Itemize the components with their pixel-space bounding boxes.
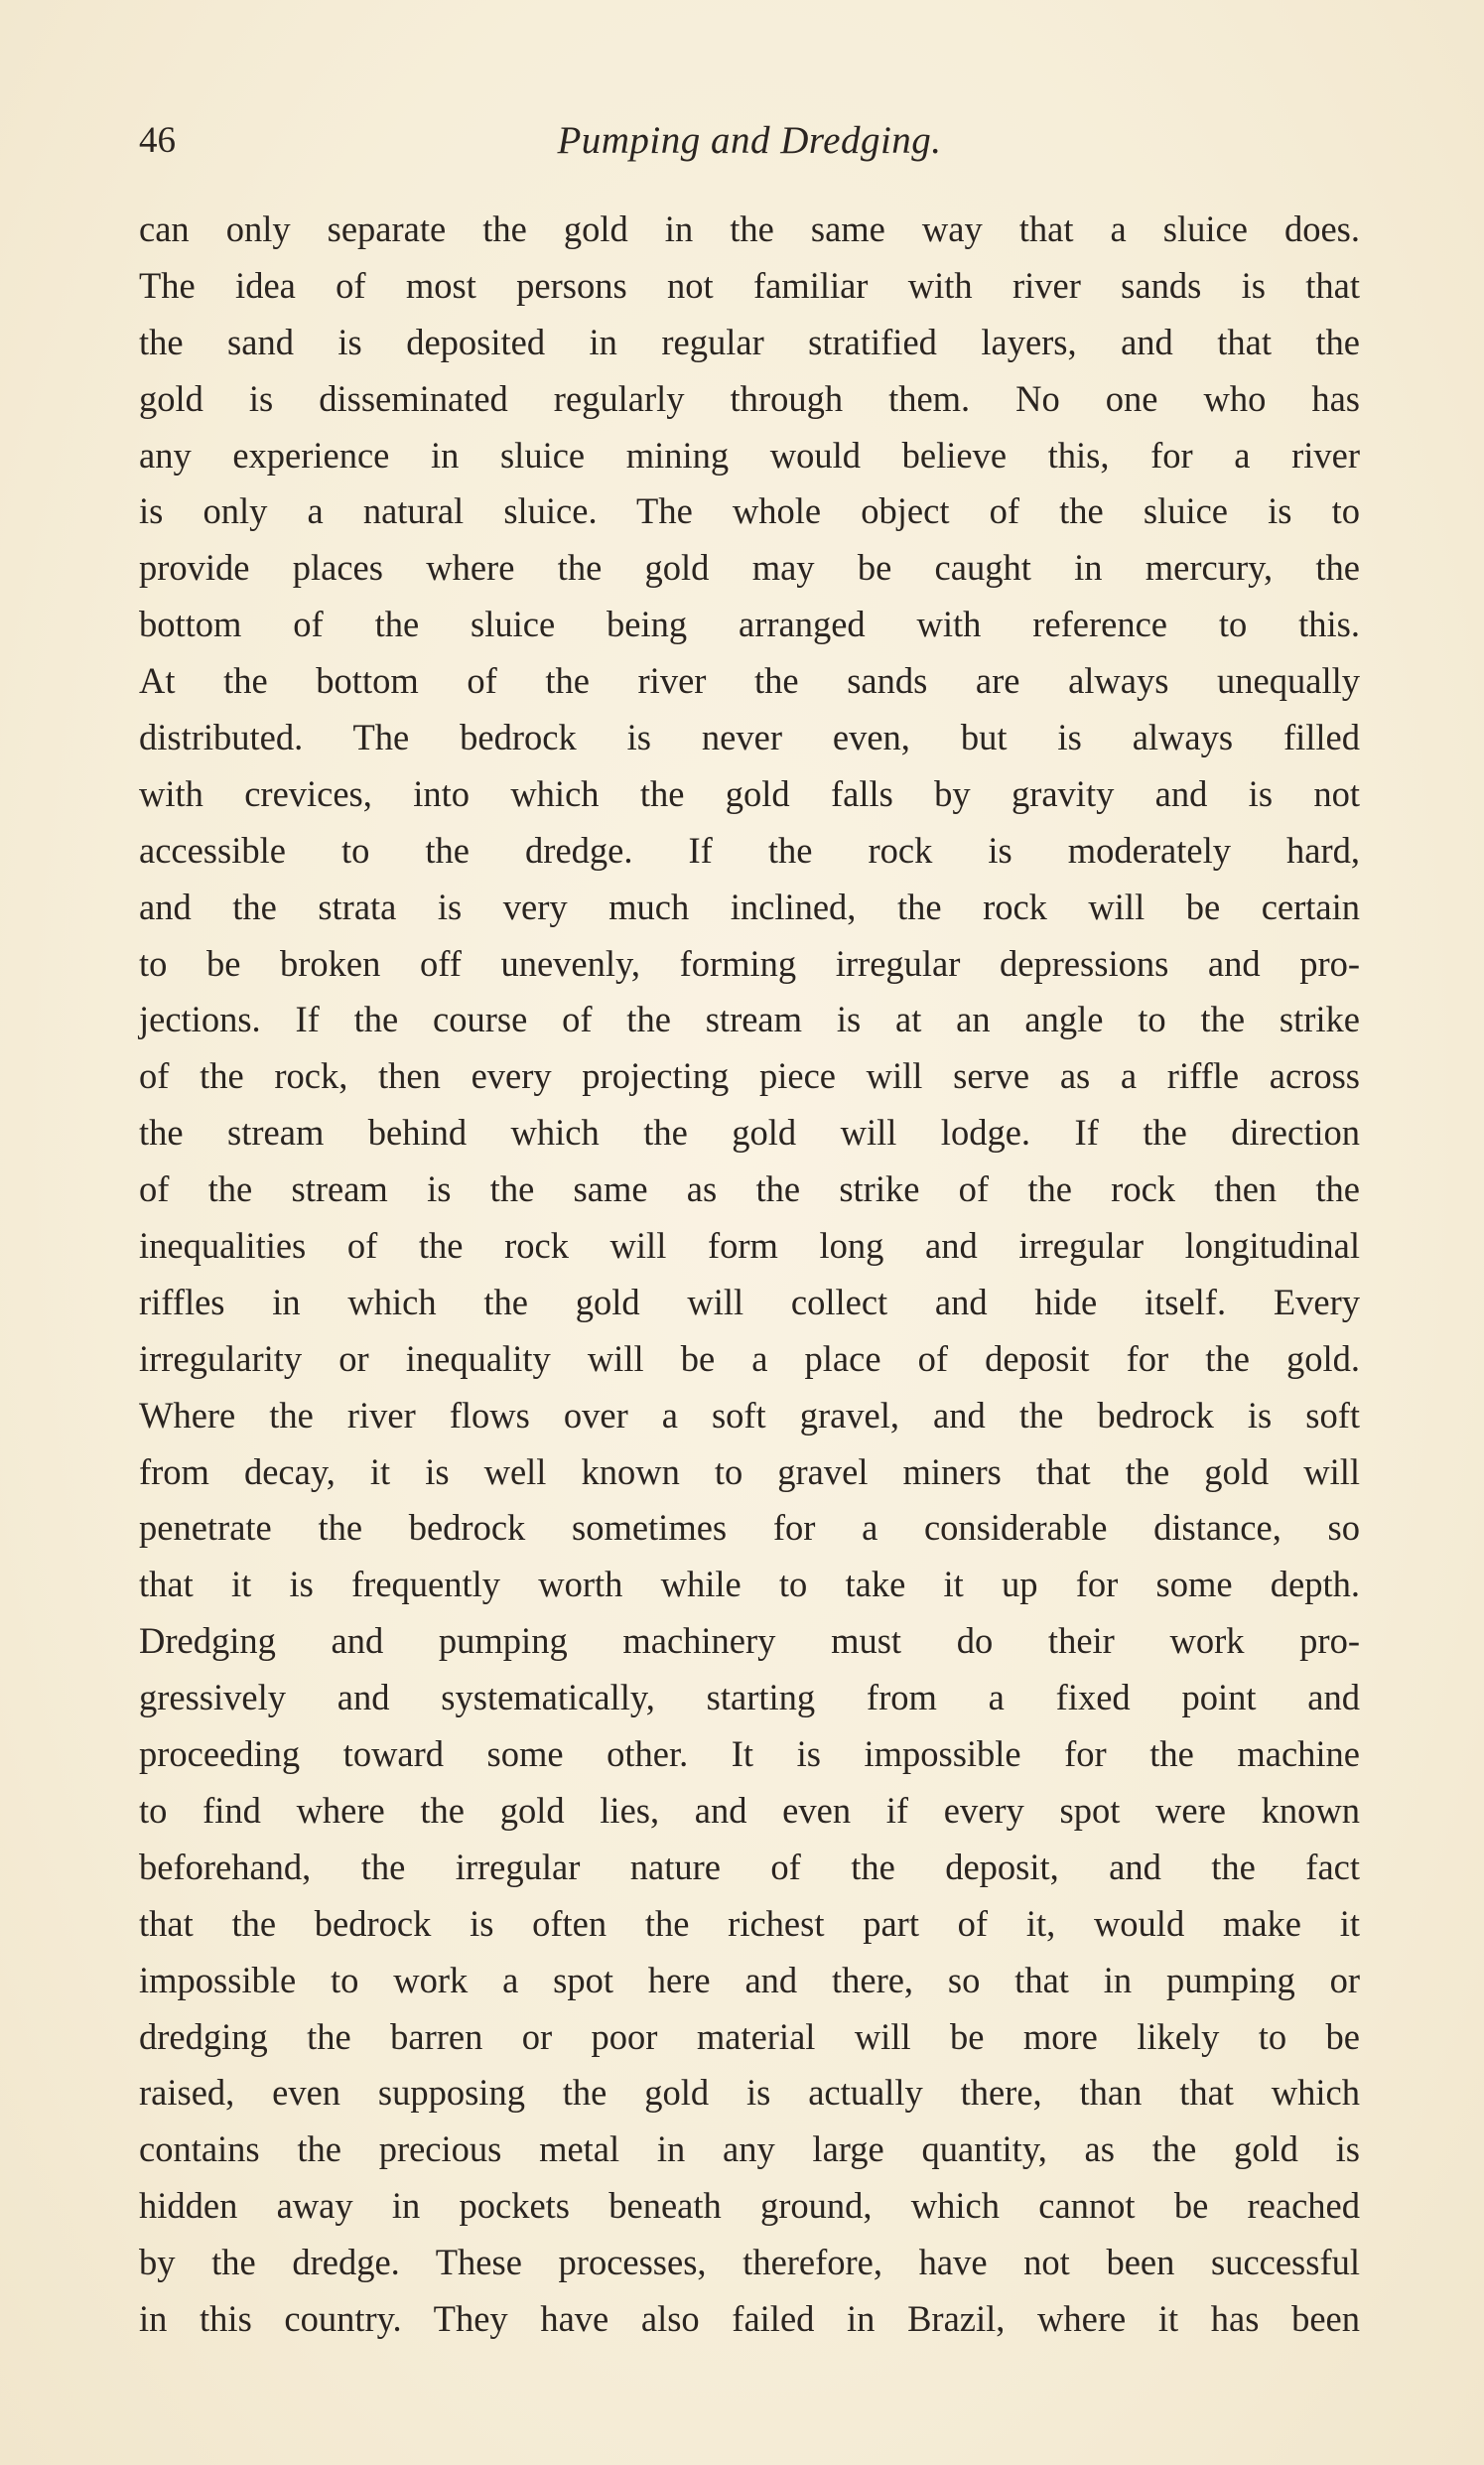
text-line: in this country. They have also failed in Brazil, where it has been	[139, 2297, 1360, 2339]
text-line: from decay, it is well known to gravel miners that the gold will	[139, 1450, 1360, 1492]
text-line: is only a natural sluice. The whole object of the sluice is to	[139, 490, 1360, 532]
text-line: that it is frequently worth while to take it up for some depth.	[139, 1564, 1360, 1605]
text-line: gressively and systematically, starting from a fixed point and	[139, 1677, 1360, 1718]
text-line: accessible to the dredge. If the rock is moderately hard,	[139, 829, 1360, 871]
text-line: Dredging and pumping machinery must do their work pro-	[139, 1620, 1360, 1662]
text-line: irregularity or inequality will be a place of deposit for the gold.	[139, 1337, 1360, 1379]
body-text	[139, 202, 1360, 2348]
text-line: bottom of the sluice being arranged with reference to this.	[139, 604, 1360, 645]
text-line: riffles in which the gold will collect and hide itself. Every	[139, 1281, 1360, 1322]
text-line: to be broken off unevenly, forming irregular depressions and pro-	[139, 942, 1360, 984]
page-number: 46	[139, 120, 176, 161]
text-line: Where the river flows over a soft gravel, and the bedrock is soft	[139, 1394, 1360, 1436]
text-line: with crevices, into which the gold falls by gravity and is not	[139, 772, 1360, 814]
text-line: inequalities of the rock will form long and irregular longitudinal	[139, 1225, 1360, 1267]
text-line: distributed. The bedrock is never even, but is always filled	[139, 717, 1360, 758]
text-line: jections. If the course of the stream is at an angle to the strike	[139, 999, 1360, 1040]
text-line: The idea of most persons not familiar with river sands is that	[139, 264, 1360, 306]
text-line: raised, even supposing the gold is actually there, than that which	[139, 2072, 1360, 2114]
text-line: contains the precious metal in any large quantity, as the gold is	[139, 2128, 1360, 2170]
text-line: the stream behind which the gold will lodge. If the direction	[139, 1112, 1360, 1154]
text-line: provide places where the gold may be caught in mercury, the	[139, 547, 1360, 589]
text-line: dredging the barren or poor material will be more likely to be	[139, 2015, 1360, 2057]
text-line: the sand is deposited in regular stratified layers, and that the	[139, 321, 1360, 362]
text-line: hidden away in pockets beneath ground, which cannot be reached	[139, 2185, 1360, 2227]
text-line: that the bedrock is often the richest part of it, would make it	[139, 1902, 1360, 1944]
text-line: by the dredge. These processes, therefore, have not been successful	[139, 2242, 1360, 2283]
text-line: to find where the gold lies, and even if every spot were known	[139, 1789, 1360, 1831]
text-line: penetrate the bedrock sometimes for a considerable distance, so	[139, 1507, 1360, 1549]
text-line: of the rock, then every projecting piece will serve as a riffle across	[139, 1055, 1360, 1097]
text-line: of the stream is the same as the strike of the rock then the	[139, 1168, 1360, 1210]
text-line: impossible to work a spot here and there, so that in pumping or	[139, 1959, 1360, 2000]
text-line: gold is disseminated regularly through them. No one who has	[139, 377, 1360, 419]
text-line: At the bottom of the river the sands are always unequally	[139, 660, 1360, 702]
text-line: and the strata is very much inclined, the rock will be certain	[139, 886, 1360, 927]
running-head	[139, 111, 1360, 171]
text-line: any experience in sluice mining would believe this, for a river	[139, 434, 1360, 476]
text-line: beforehand, the irregular nature of the deposit, and the fact	[139, 1846, 1360, 1887]
text-line: proceeding toward some other. It is impossible for the machine	[139, 1733, 1360, 1775]
running-title: Pumping and Dredging.	[557, 119, 942, 162]
text-line: can only separate the gold in the same way that a sluice does.	[139, 208, 1360, 249]
